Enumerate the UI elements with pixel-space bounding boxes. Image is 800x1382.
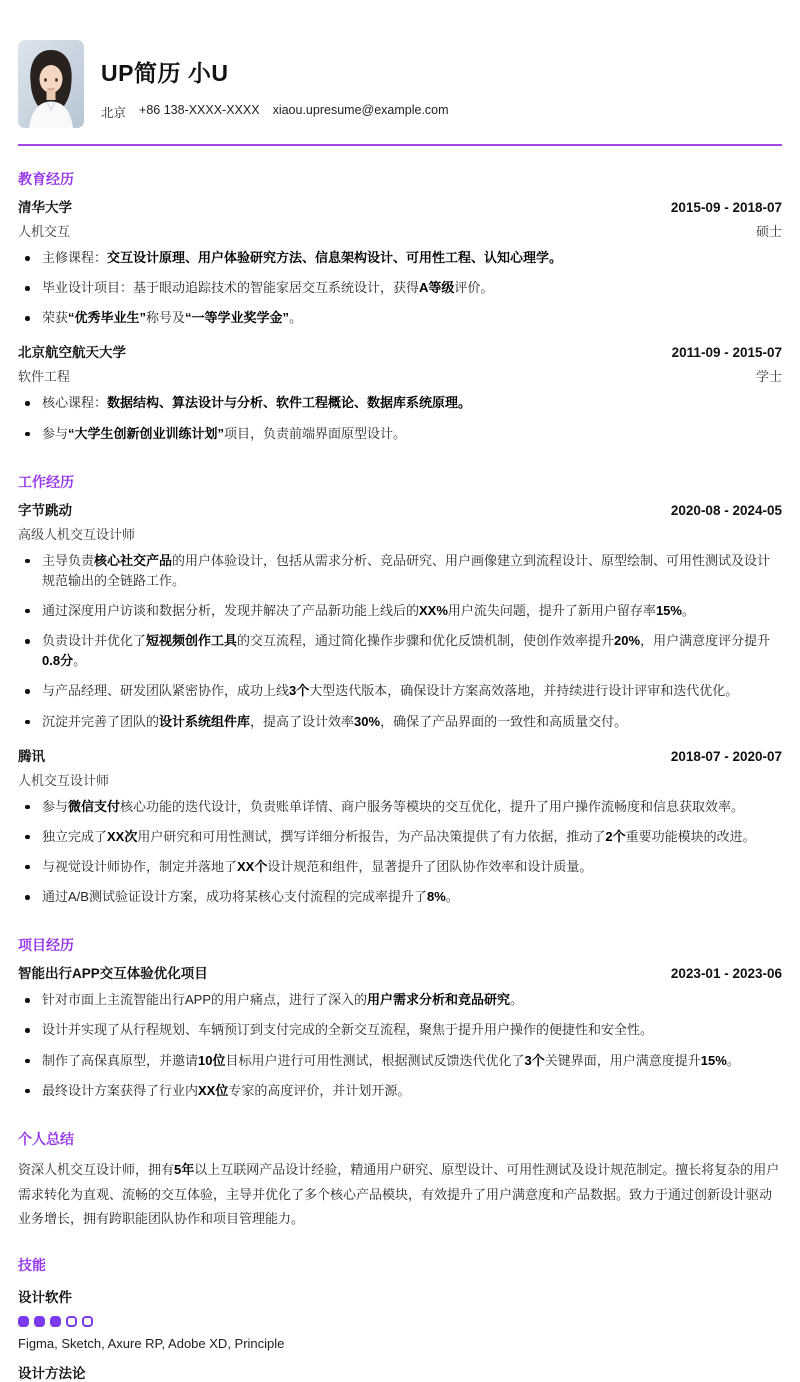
entry-subtitle-row bbox=[18, 366, 782, 385]
entry-subtitle-row bbox=[18, 770, 782, 789]
skill-group-name: 设计软件 bbox=[18, 1289, 72, 1305]
highlight-text: XX次 bbox=[107, 828, 138, 844]
entry-degree: 硕士 bbox=[755, 224, 782, 239]
highlight-text: A等级 bbox=[419, 280, 455, 296]
entry bbox=[18, 962, 782, 1106]
plain-text: 重要功能模块的改进。 bbox=[625, 828, 756, 844]
plain-text: 参与 bbox=[42, 425, 69, 441]
plain-text: 以上互联网产品设计经验，精通用户研究、原型设计、可用性测试及设计规范制定。擅长将复杂的用户需求转化为直观、流畅的交互体验，主导并优化了多个核心产品模块，有效提升了用户满意度和产品数据。致力于通过创新设计驱动业务增长，拥有跨职能团队协作和项目管理能力。 bbox=[18, 1161, 780, 1227]
entry bbox=[18, 341, 782, 448]
bullet-item bbox=[18, 852, 782, 882]
contact-phone: +86 138-XXXX-XXXX bbox=[139, 103, 260, 117]
section-project bbox=[18, 925, 782, 1106]
highlight-text: XX位 bbox=[198, 1082, 229, 1098]
resume-page bbox=[0, 40, 800, 1382]
plain-text: 。 bbox=[73, 653, 87, 669]
profile-photo bbox=[18, 40, 84, 128]
highlight-text: 数据结构、算法设计与分析、软件工程概论、数据库系统原理。 bbox=[107, 395, 472, 411]
entry-date: 2023-01 - 2023-06 bbox=[670, 966, 782, 982]
plain-text: 评价。 bbox=[454, 280, 494, 296]
section-title: 技能 bbox=[18, 1256, 46, 1273]
candidate-name: UP简历 小U bbox=[101, 60, 229, 86]
rating-dot bbox=[50, 1316, 61, 1327]
resume-body bbox=[18, 159, 782, 1382]
bullet-item bbox=[18, 1046, 782, 1076]
bullet-item bbox=[18, 676, 782, 706]
plain-text: 主导负责 bbox=[42, 552, 95, 568]
rating-dot bbox=[18, 1316, 29, 1327]
highlight-text: 3个 bbox=[524, 1052, 545, 1068]
plain-text: 通过深度用户访谈和数据分析，发现并解决了产品新功能上线后的 bbox=[42, 602, 420, 618]
plain-text: 沉淀并完善了团队的 bbox=[42, 713, 160, 729]
entry bbox=[18, 499, 782, 737]
entry-title: 智能出行APP交互体验优化项目 bbox=[18, 966, 208, 982]
plain-text: 。 bbox=[445, 889, 459, 905]
skill-group-name: 设计方法论 bbox=[18, 1365, 86, 1381]
highlight-text: 20% bbox=[614, 633, 641, 649]
bullet-item bbox=[18, 822, 782, 852]
plain-text: 用户研究和可用性测试，撰写详细分析报告，为产品决策提供了有力依据，推动了 bbox=[137, 828, 606, 844]
entry-role: 人机交互 bbox=[18, 224, 71, 239]
section-title: 工作经历 bbox=[18, 473, 74, 490]
bullet-item bbox=[18, 1015, 782, 1045]
plain-text: 。 bbox=[289, 310, 303, 326]
section-summary bbox=[18, 1119, 782, 1232]
plain-text: 设计并实现了从行程规划、车辆预订到支付完成的全新交互流程，聚焦于提升用户操作的便捷性和安全性。 bbox=[42, 1022, 654, 1038]
plain-text: 关键界面，用户满意度提升 bbox=[544, 1052, 701, 1068]
plain-text: 主修课程： bbox=[42, 250, 108, 265]
highlight-text: 用户需求分析和竞品研究 bbox=[367, 992, 511, 1008]
entry-role: 软件工程 bbox=[18, 369, 71, 385]
resume-header bbox=[18, 40, 782, 128]
bullet-list bbox=[18, 388, 782, 448]
bullet-item bbox=[18, 626, 782, 676]
entry-subtitle-row bbox=[18, 221, 782, 240]
plain-text: 的用户体验设计，包括从需求分析、竞品研究、用户画像建立到流程设计、原型绘制、可用性测试及设计规范输出的全链路工作。 bbox=[42, 552, 771, 588]
plain-text: 通过A/B测试验证设计方案，成功将某核心支付流程的完成率提升了 bbox=[42, 889, 427, 905]
section-title: 教育经历 bbox=[18, 171, 74, 187]
bullet-list bbox=[18, 792, 782, 913]
entry-date: 2020-08 - 2024-05 bbox=[670, 502, 782, 518]
entry-header-row bbox=[18, 196, 782, 216]
bullet-item bbox=[18, 419, 782, 449]
highlight-text: 核心社交产品 bbox=[94, 552, 173, 568]
plain-text: 核心课程： bbox=[42, 395, 108, 411]
highlight-text: 交互设计原理、用户体验研究方法、信息架构设计、可用性工程、认知心理学。 bbox=[107, 250, 563, 265]
bullet-item bbox=[18, 792, 782, 822]
entry-subtitle-row bbox=[18, 524, 782, 543]
bullet-item bbox=[18, 882, 782, 912]
highlight-text: 微信支付 bbox=[68, 798, 121, 814]
highlight-text: 短视频创作工具 bbox=[146, 633, 238, 649]
highlight-text: 15% bbox=[655, 602, 682, 618]
plain-text: 称号及 bbox=[146, 310, 186, 326]
bullet-item bbox=[18, 388, 782, 418]
contact-row bbox=[101, 103, 449, 121]
plain-text: 资深人机交互设计师，拥有 bbox=[18, 1161, 175, 1177]
bullet-list bbox=[18, 546, 782, 737]
section-title: 个人总结 bbox=[18, 1130, 74, 1147]
highlight-text: 3个 bbox=[289, 683, 310, 699]
entry-header-row bbox=[18, 499, 782, 519]
entry-date: 2018-07 - 2020-07 bbox=[670, 748, 782, 764]
plain-text: ，用户满意度评分提升 bbox=[640, 633, 771, 649]
highlight-text: 30% bbox=[354, 713, 381, 729]
plain-text: 。 bbox=[681, 602, 695, 618]
highlight-text: XX% bbox=[419, 602, 448, 618]
plain-text: 毕业设计项目：基于眼动追踪技术的智能家居交互系统设计，获得 bbox=[42, 280, 420, 296]
highlight-text: XX个 bbox=[237, 858, 268, 874]
contact-email: xiaou.upresume@example.com bbox=[272, 103, 449, 117]
entry-title: 北京航空航天大学 bbox=[18, 345, 126, 361]
skill-rating bbox=[18, 1316, 782, 1327]
entry-header-row bbox=[18, 341, 782, 361]
plain-text: 。 bbox=[510, 992, 524, 1008]
entry-date: 2011-09 - 2015-07 bbox=[671, 345, 782, 361]
plain-text: 。 bbox=[726, 1052, 740, 1068]
plain-text: 负责设计并优化了 bbox=[42, 633, 147, 649]
highlight-text: 10位 bbox=[198, 1052, 226, 1068]
rating-dot bbox=[34, 1316, 45, 1327]
bullet-list bbox=[18, 243, 782, 333]
bullet-item bbox=[18, 707, 782, 737]
plain-text: 与产品经理、研发团队紧密协作，成功上线 bbox=[42, 683, 290, 699]
entry-role: 高级人机交互设计师 bbox=[18, 526, 136, 542]
plain-text: ，提高了设计效率 bbox=[250, 713, 355, 729]
plain-text: 最终设计方案获得了行业内 bbox=[42, 1082, 199, 1098]
rating-dot bbox=[82, 1316, 93, 1327]
profile-photo-illustration bbox=[18, 40, 84, 128]
highlight-text: “大学生创新创业训练计划” bbox=[68, 425, 225, 441]
entry-header-row bbox=[18, 745, 782, 765]
header-text-group bbox=[101, 40, 449, 121]
plain-text: ，确保了产品界面的一致性和高质量交付。 bbox=[380, 713, 628, 729]
highlight-text: 0.8分 bbox=[42, 653, 74, 669]
plain-text: 用户流失问题，提升了新用户留存率 bbox=[447, 602, 656, 618]
plain-text: 的交互流程，通过简化操作步骤和优化反馈机制，使创作效率提升 bbox=[237, 633, 615, 649]
plain-text: 参与 bbox=[42, 798, 69, 814]
bullet-item bbox=[18, 985, 782, 1015]
entry-title: 腾讯 bbox=[18, 748, 45, 764]
plain-text: 与视觉设计师协作，制定并落地了 bbox=[42, 858, 238, 874]
plain-text: 荣获 bbox=[42, 310, 69, 326]
plain-text: 大型迭代版本，确保设计方案高效落地，并持续进行设计评审和迭代优化。 bbox=[309, 683, 739, 699]
section-skills bbox=[18, 1245, 782, 1382]
highlight-text: 5年 bbox=[174, 1161, 195, 1177]
entry-date: 2015-09 - 2018-07 bbox=[670, 200, 782, 215]
section-education bbox=[18, 159, 782, 449]
contact-location: 北京 bbox=[101, 106, 127, 120]
header-divider bbox=[18, 144, 782, 146]
plain-text: 项目，负责前端界面原型设计。 bbox=[224, 425, 407, 441]
bullet-item bbox=[18, 1076, 782, 1106]
highlight-text: 设计系统组件库 bbox=[159, 713, 251, 729]
entry-title: 清华大学 bbox=[18, 200, 72, 215]
highlight-text: 2个 bbox=[605, 828, 626, 844]
entry bbox=[18, 196, 782, 333]
plain-text: 针对市面上主流智能出行APP的用户痛点，进行了深入的 bbox=[42, 992, 368, 1008]
plain-text: 设计规范和组件，显著提升了团队协作效率和设计质量。 bbox=[267, 858, 593, 874]
highlight-text: “一等学业奖学金” bbox=[185, 310, 290, 326]
entry-title: 字节跳动 bbox=[18, 502, 72, 518]
section-work bbox=[18, 462, 782, 913]
highlight-text: 8% bbox=[426, 889, 446, 905]
section-title: 项目经历 bbox=[18, 937, 74, 954]
bullet-item bbox=[18, 303, 782, 333]
bullet-item bbox=[18, 596, 782, 626]
entry-degree: 学士 bbox=[755, 369, 782, 385]
skill-items: Figma, Sketch, Axure RP, Adobe XD, Principle bbox=[18, 1335, 285, 1351]
rating-dot bbox=[66, 1316, 77, 1327]
plain-text: 独立完成了 bbox=[42, 828, 108, 844]
bullet-item bbox=[18, 273, 782, 303]
bullet-item bbox=[18, 243, 782, 273]
plain-text: 制作了高保真原型，并邀请 bbox=[42, 1052, 199, 1068]
plain-text: 专家的高度评价，并计划开源。 bbox=[228, 1082, 411, 1098]
bullet-item bbox=[18, 546, 782, 596]
highlight-text: “优秀毕业生” bbox=[68, 310, 147, 326]
highlight-text: 15% bbox=[700, 1052, 727, 1068]
entry bbox=[18, 745, 782, 913]
bullet-list bbox=[18, 985, 782, 1106]
plain-text: 核心功能的迭代设计，负责账单详情、商户服务等模块的交互优化，提升了用户操作流畅度和信息获取效率。 bbox=[120, 798, 745, 814]
summary-paragraph bbox=[18, 1158, 782, 1232]
plain-text: 目标用户进行可用性测试，根据测试反馈迭代优化了 bbox=[225, 1052, 525, 1068]
entry-header-row bbox=[18, 962, 782, 982]
entry-role: 人机交互设计师 bbox=[18, 772, 110, 788]
